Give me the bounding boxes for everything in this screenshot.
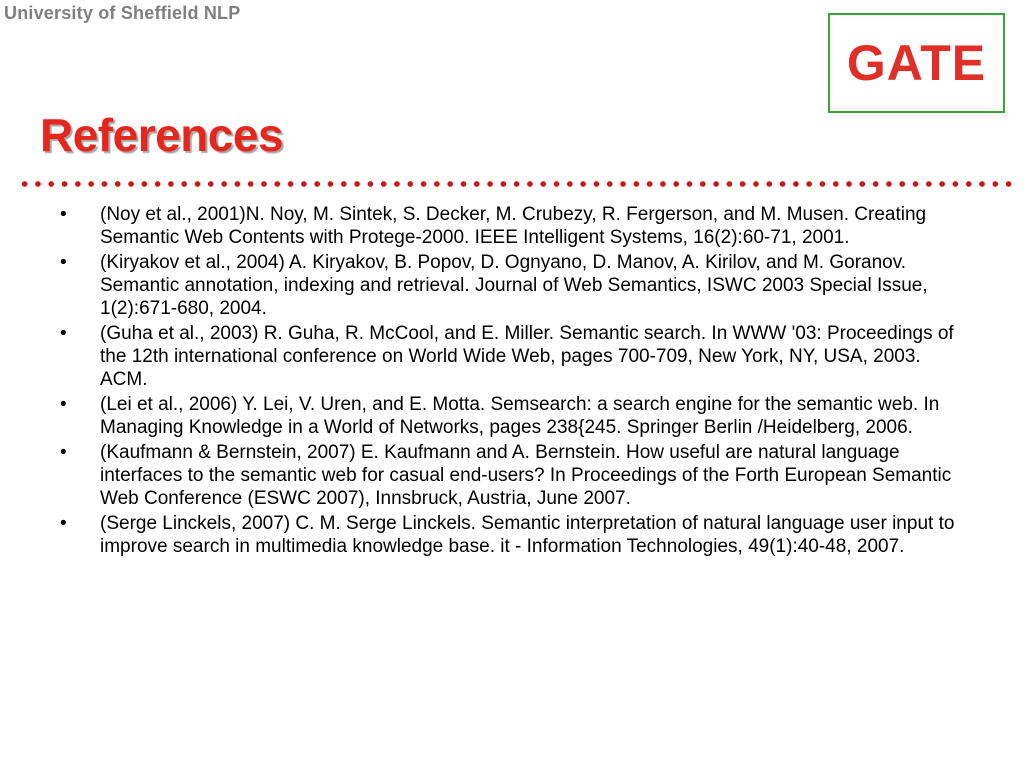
reference-text: (Noy et al., 2001)N. Noy, M. Sintek, S. Decker, M. Crubezy, R. Fergerson, and M. Musen. Creating Semantic Web Contents with Protege-2000. IEEE Intelligent Systems, 16(2):60-71, 2001. <box>100 204 927 248</box>
reference-item <box>60 512 970 558</box>
bullet-icon: • <box>60 442 67 463</box>
gate-logo <box>828 13 1005 113</box>
reference-text: (Serge Linckels, 2007) C. M. Serge Linckels. Semantic interpretation of natural language user input to improve search in multimedia knowledge base. it - Information Technologies, 49(1):40-48, 2007. <box>100 513 955 557</box>
gate-logo-text: GATE <box>846 35 987 91</box>
reference-item <box>60 203 970 249</box>
bullet-icon: • <box>60 323 67 344</box>
reference-item <box>60 441 970 510</box>
bullet-icon: • <box>60 394 67 415</box>
reference-item <box>60 322 970 391</box>
reference-text: (Guha et al., 2003) R. Guha, R. McCool, and E. Miller. Semantic search. In WWW '03: Proceedings of the 12th international conference on World Wide Web, pages 700-709, New York, NY, USA, 2003. ACM. <box>100 323 954 390</box>
bullet-icon: • <box>60 204 67 225</box>
reference-list <box>60 203 970 560</box>
bullet-icon: • <box>60 513 67 534</box>
reference-item <box>60 393 970 439</box>
reference-item <box>60 251 970 320</box>
header-org-name: University of Sheffield NLP <box>4 3 241 23</box>
reference-text: (Kiryakov et al., 2004) A. Kiryakov, B. Popov, D. Ognyano, D. Manov, A. Kirilov, and M. Goranov. Semantic annotation, indexing and retrieval. Journal of Web Semantics, ISWC 2003 Special Issue, 1(2):671-680, 2004. <box>100 252 928 319</box>
bullet-icon: • <box>60 252 67 273</box>
reference-text: (Lei et al., 2006) Y. Lei, V. Uren, and E. Motta. Semsearch: a search engine for the semantic web. In Managing Knowledge in a World of Networks, pages 238{245. Springer Berlin /Heidelberg, 2006. <box>100 394 940 438</box>
reference-text: (Kaufmann & Bernstein, 2007) E. Kaufmann and A. Bernstein. How useful are natural language interfaces to the semantic web for casual end-users? In Proceedings of the Forth European Semantic Web Conference (ESWC 2007), Innsbruck, Austria, June 2007. <box>100 442 952 509</box>
dotted-divider <box>18 180 1014 188</box>
slide-title: References <box>40 109 284 161</box>
